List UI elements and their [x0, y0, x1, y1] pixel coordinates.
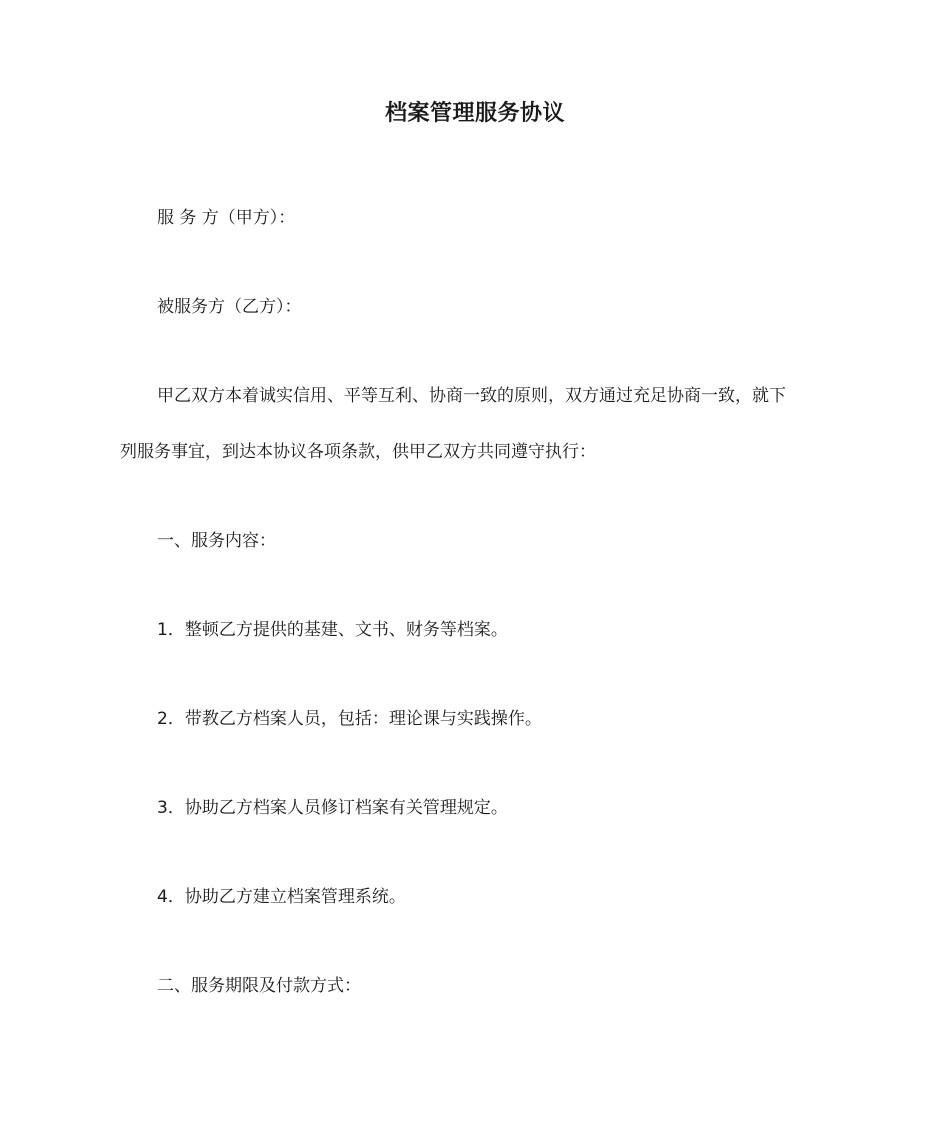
preamble-line: 列服务事宜，到达本协议各项条款，供甲乙双方共同遵守执行：	[120, 442, 596, 462]
preamble-line: 甲乙双方本着诚实信用、平等互利、协商一致的原则，双方通过充足协商一致，就下	[157, 386, 786, 406]
preamble-paragraph	[120, 368, 832, 480]
list-item: 2．带教乙方档案人员，包括：理论课与实践操作。	[157, 709, 542, 729]
document-title: 档案管理服务协议	[384, 101, 565, 126]
list-item: 3．协助乙方档案人员修订档案有关管理规定。	[157, 798, 508, 818]
party-a-label: 服 务 方（甲方）：	[157, 208, 296, 228]
party-b-label: 被服务方（乙方）：	[157, 297, 302, 317]
list-item: 4．协助乙方建立档案管理系统。	[157, 887, 406, 907]
section-heading-service-content: 一、服务内容：	[157, 531, 276, 551]
section-heading-term-payment: 二、服务期限及付款方式：	[157, 976, 361, 996]
list-item: 1．整顿乙方提供的基建、文书、财务等档案。	[157, 620, 508, 640]
